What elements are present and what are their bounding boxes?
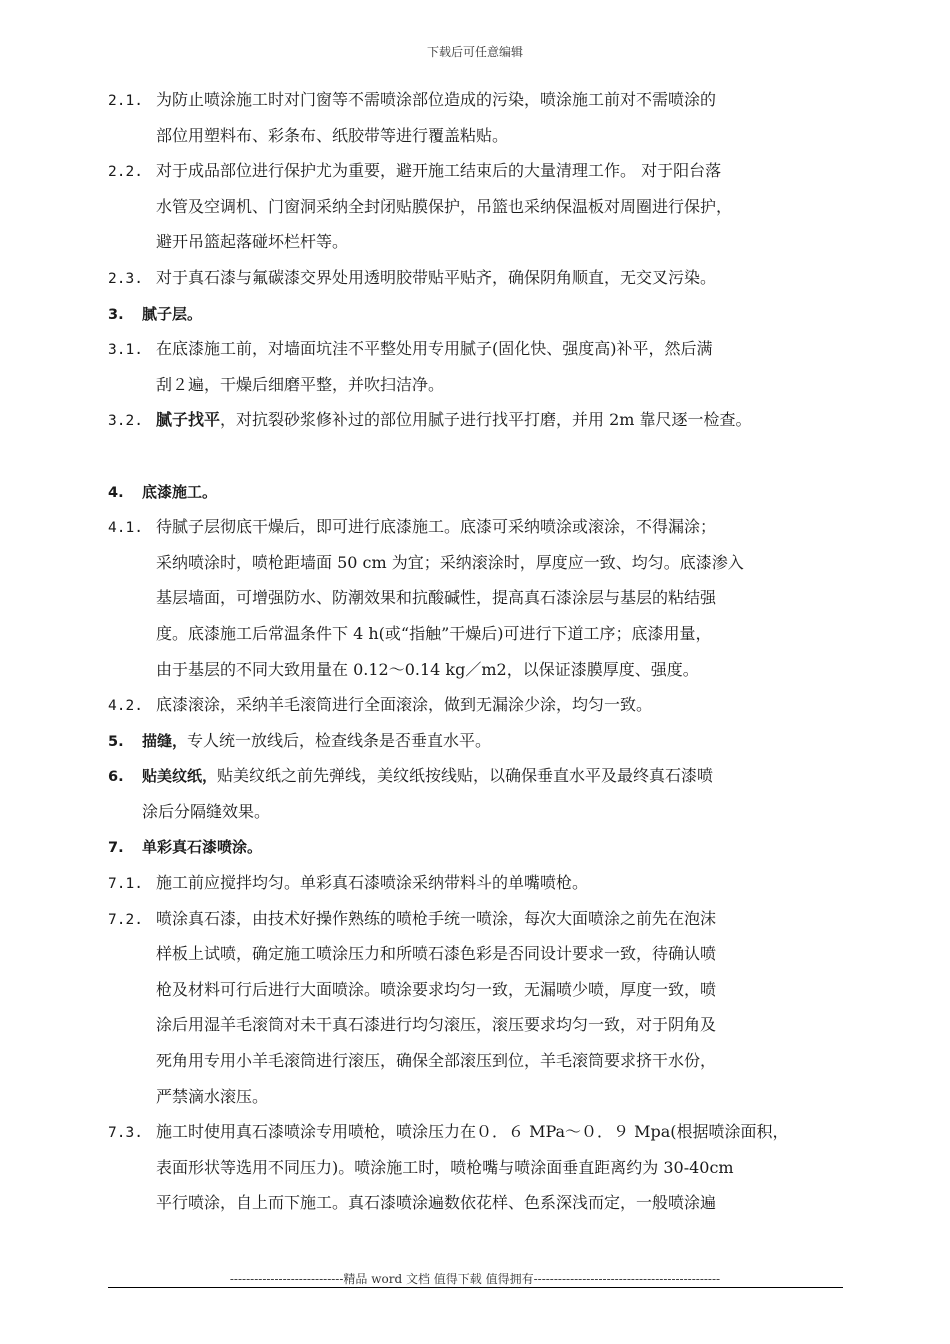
blank-line (108, 442, 868, 478)
item-text: 底漆滚涂，采纳羊毛滚筒进行全面滚涂，做到无漏涂少涂，均匀一致。 (156, 695, 653, 715)
item-number: 7.2. (108, 911, 143, 928)
item-7-2-cont (108, 1047, 868, 1083)
item-text: 样板上试喷，确定施工喷涂压力和所喷石漆色彩是否同设计要求一致，待确认喷 (156, 944, 717, 964)
section-title: 单彩真石漆喷涂。 (142, 838, 263, 857)
item-text: 避开吊篮起落碰坏栏杆等。 (156, 232, 349, 252)
item-text: 施工时使用真石漆喷涂专用喷枪，喷涂压力在０．６ MPa～０．９ Mpa(根据喷涂面积， (156, 1122, 789, 1142)
item-4-1-cont (108, 549, 868, 585)
page-footer: ----------------------------精品 word 文档 值得下载 值得拥有---------------------------------------------- (229, 1272, 721, 1286)
item-number: 4.2. (108, 698, 143, 715)
item-text: ，对抗裂砂浆修补过的部位用腻子进行找平打磨，并用 2m 靠尺逐一检查。 (220, 410, 752, 430)
section-6-cont (108, 798, 868, 834)
item-7-2-cont (108, 1011, 868, 1047)
section-heading-5 (108, 727, 868, 763)
item-7-2 (108, 905, 868, 941)
item-4-1 (108, 513, 868, 549)
item-text: 贴美纹纸之前先弹线，美纹纸按线贴，以确保垂直水平及最终真石漆喷 (217, 766, 714, 786)
section-number: 5. (108, 733, 124, 750)
document-body (108, 86, 868, 1225)
item-4-1-cont (108, 584, 868, 620)
item-4-1-cont (108, 620, 868, 656)
item-number: 3.2. (108, 413, 143, 430)
item-text: 水管及空调机、门窗洞采纳全封闭贴膜保护，吊篮也采纳保温板对周圈进行保护， (156, 196, 733, 216)
item-3-1-cont (108, 371, 868, 407)
page-header: 下载后可任意编辑 (426, 45, 523, 59)
item-2-2-cont (108, 193, 868, 229)
item-text: 待腻子层彻底干燥后，即可进行底漆施工。底漆可采纳喷涂或滚涂，不得漏涂； (156, 517, 717, 537)
item-number: 7.3. (108, 1125, 143, 1142)
item-7-2-cont (108, 940, 868, 976)
section-heading-4 (108, 478, 868, 514)
item-text: 喷涂真石漆，由技术好操作熟练的喷枪手统一喷涂，每次大面喷涂之前先在泡沫 (156, 908, 717, 928)
section-title: 腻子层。 (142, 304, 203, 323)
item-text: 专人统一放线后，检查线条是否垂直水平。 (187, 730, 492, 750)
item-text: 表面形状等选用不同压力)。喷涂施工时，喷枪嘴与喷涂面垂直距离约为 30-40cm (156, 1157, 734, 1177)
section-title: 贴美纹纸， (142, 767, 218, 786)
item-text: 涂后分隔缝效果。 (142, 801, 271, 821)
item-text: 度。底漆施工后常温条件下 4 h(或“指触”干燥后)可进行下道工序；底漆用量， (156, 623, 712, 643)
item-4-2 (108, 691, 868, 727)
item-number: 2.2. (108, 164, 143, 181)
item-text: 刮２遍，干燥后细磨平整，并吹扫洁净。 (156, 374, 445, 394)
section-number: 3. (108, 306, 124, 323)
item-text: 为防止喷涂施工时对门窗等不需喷涂部位造成的污染，喷涂施工前对不需喷涂的 (156, 90, 717, 109)
item-4-1-cont (108, 656, 868, 692)
item-text: 对于真石漆与氟碳漆交界处用透明胶带贴平贴齐，确保阴角顺直，无交叉污染。 (156, 267, 717, 287)
item-2-2 (108, 157, 868, 193)
item-number: 7.1. (108, 876, 143, 893)
section-title: 描缝， (142, 731, 188, 750)
section-number: 6. (108, 769, 124, 786)
section-heading-3 (108, 300, 868, 336)
item-text: 部位用塑料布、彩条布、纸胶带等进行覆盖粘贴。 (156, 125, 509, 145)
item-2-1-cont (108, 122, 868, 158)
item-2-2-cont (108, 228, 868, 264)
section-title: 底漆施工。 (142, 482, 218, 501)
item-text: 枪及材料可行后进行大面喷涂。喷涂要求均匀一致，无漏喷少喷，厚度一致，喷 (156, 979, 717, 999)
item-2-1 (108, 86, 868, 122)
item-7-3-cont (108, 1154, 868, 1190)
section-heading-7 (108, 833, 868, 869)
item-number: 2.1. (108, 93, 143, 109)
item-number: 2.3. (108, 270, 143, 287)
item-text: 由于基层的不同大致用量在 0.12～0.14 kg／m2，以保证漆膜厚度、强度。 (156, 659, 699, 679)
item-7-2-cont (108, 1083, 868, 1119)
item-text: 在底漆施工前，对墙面坑洼不平整处用专用腻子(固化快、强度高)补平，然后满 (156, 339, 713, 359)
item-number: 4.1. (108, 520, 143, 537)
section-number: 4. (108, 484, 124, 501)
item-text: 施工前应搅拌均匀。单彩真石漆喷涂采纳带料斗的单嘴喷枪。 (156, 873, 589, 893)
item-text: 平行喷涂，自上而下施工。真石漆喷涂遍数依花样、色系深浅而定，一般喷涂遍 (156, 1193, 717, 1213)
item-text: 死角用专用小羊毛滚筒进行滚压，确保全部滚压到位，羊毛滚筒要求挤干水份， (156, 1051, 717, 1071)
item-text: 严禁滴水滚压。 (156, 1086, 269, 1106)
item-text: 采纳喷涂时，喷枪距墙面 50 cm 为宜；采纳滚涂时，厚度应一致、均匀。底漆渗入 (156, 552, 744, 572)
item-7-2-cont (108, 976, 868, 1012)
item-3-1 (108, 335, 868, 371)
item-text: 对于成品部位进行保护尤为重要，避开施工结束后的大量清理工作。 对于阳台落 (156, 161, 722, 181)
item-text: 基层墙面，可增强防水、防潮效果和抗酸碱性，提高真石漆涂层与基层的粘结强 (156, 588, 717, 608)
item-7-1 (108, 869, 868, 905)
item-text: 涂后用湿羊毛滚筒对未干真石漆进行均匀滚压，滚压要求均匀一致，对于阴角及 (156, 1015, 717, 1035)
item-2-3 (108, 264, 868, 300)
item-7-3 (108, 1118, 868, 1154)
item-7-3-cont (108, 1189, 868, 1225)
item-bold-lead: 腻子找平 (156, 410, 221, 430)
section-number: 7. (108, 840, 124, 857)
section-heading-6 (108, 762, 868, 798)
item-3-2 (108, 406, 868, 442)
footer-divider (108, 1287, 843, 1288)
item-number: 3.1. (108, 342, 143, 359)
